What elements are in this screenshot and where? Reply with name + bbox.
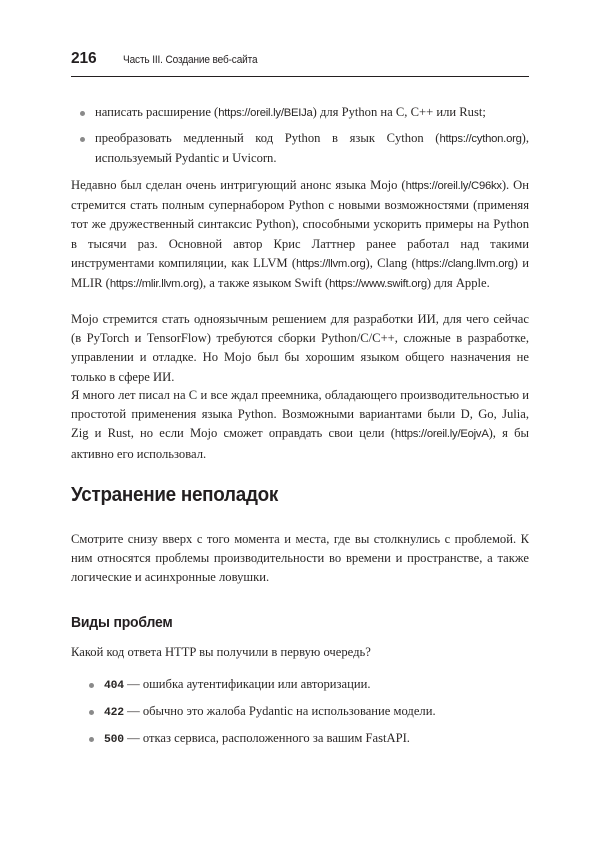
subsection-heading-kinds-of-problems bbox=[71, 613, 529, 632]
paragraph-text: Какой код ответа HTTP вы получили в первую очередь? bbox=[71, 645, 371, 659]
http-status-code: 422 bbox=[104, 707, 124, 720]
inline-url: https://www.swift.org bbox=[329, 278, 427, 291]
running-head-title: Часть III. Создание веб-сайта bbox=[123, 54, 258, 66]
bullet-list-http-codes bbox=[71, 675, 529, 751]
text-run: ), а также языком Swift ( bbox=[198, 276, 330, 291]
inline-url: https://oreil.ly/EojvA bbox=[394, 428, 489, 441]
http-status-code: 404 bbox=[104, 680, 124, 692]
list-item-text-post: ), используемый Pydantic и Uvicorn. bbox=[95, 131, 529, 166]
inline-url: https://cython.org bbox=[439, 133, 522, 146]
inline-url: https://mlir.llvm.org bbox=[109, 278, 199, 291]
page-number: 216 bbox=[71, 50, 97, 67]
inline-url: https://llvm.org bbox=[296, 257, 366, 270]
inline-url: https://oreil.ly/BEIJa bbox=[218, 107, 313, 119]
paragraph-mojo-announcement bbox=[71, 176, 529, 294]
paragraph-text: Mojo стремится стать одноязычным решением для разработки ИИ, для чего сейчас (в PyTorch и TensorFlow) требуются сборки Python/C/C++, сложные в разработке, управлении и отладке. Но Mojo был бы хорошим языком общего назначения не только в сфере ИИ. bbox=[71, 312, 529, 384]
http-status-code: 500 bbox=[104, 734, 124, 747]
section-heading-troubleshooting bbox=[71, 483, 529, 507]
paragraph-text bbox=[71, 386, 529, 464]
list-item-text-pre: преобразовать медленный код Python в язык Cython ( bbox=[95, 131, 440, 146]
bullet-list bbox=[71, 675, 529, 751]
list-item bbox=[71, 129, 529, 168]
paragraph-c-successor bbox=[71, 386, 529, 464]
bullet-list bbox=[71, 103, 529, 169]
text-run: ). Он стремится стать полным супернабором Python с новыми возможностями (применяя тот же дружественный синтаксис Python), способными ускорить примеры на Python в тысячи раз. Основной автор Крис Латтнер ранее работал над такими инструментами компиляции, как LLVM ( bbox=[71, 178, 530, 270]
text-run: Недавно был сделан очень интригующий анонс языка Mojo ( bbox=[71, 178, 406, 192]
list-item-text-post: ) для Python на C, C++ или Rust; bbox=[312, 105, 486, 119]
list-item bbox=[71, 675, 529, 696]
paragraph-one-language bbox=[71, 310, 529, 387]
text-run: ), Clang ( bbox=[365, 255, 416, 270]
heading-text: Устранение неполадок bbox=[71, 483, 279, 506]
header-rule bbox=[71, 76, 529, 77]
text-run: ) для Apple. bbox=[426, 276, 490, 291]
bullet-list-extensions bbox=[71, 103, 529, 169]
paragraph-text bbox=[71, 176, 529, 294]
inline-url: https://oreil.ly/C96kx bbox=[405, 180, 502, 192]
paragraph-text: Смотрите снизу вверх с того момента и места, где вы столкнулись с проблемой. К ним относятся проблемы производительности во времени и пространстве, а также логические и асинхронные ловушки. bbox=[71, 532, 529, 585]
list-item bbox=[71, 103, 529, 123]
text-run: ) и MLIR ( bbox=[71, 255, 529, 291]
paragraph-look-bottom-up bbox=[71, 530, 529, 588]
list-item bbox=[71, 729, 529, 750]
paragraph-question bbox=[71, 643, 529, 662]
list-item-text: — обычно это жалоба Pydantic на использование модели. bbox=[123, 704, 436, 719]
heading-text: Виды проблем bbox=[71, 614, 173, 631]
list-item-text: — ошибка аутентификации или авторизации. bbox=[123, 677, 371, 691]
text-run: Я много лет писал на C и все ждал преемника, обладающего производительностью и простотой применения языка Python. Возможными вариантами были D, Go, Julia, Zig и Rust, но если Mojo сможет оправдать свои цели ( bbox=[71, 388, 529, 441]
text-run: ), я бы активно его использовал. bbox=[71, 426, 529, 461]
list-item-text-pre: написать расширение ( bbox=[95, 105, 219, 119]
list-item bbox=[71, 702, 529, 723]
list-item-text: — отказ сервиса, расположенного за вашим FastAPI. bbox=[123, 731, 410, 746]
inline-url: https://clang.llvm.org bbox=[415, 257, 514, 270]
running-head bbox=[71, 50, 529, 76]
